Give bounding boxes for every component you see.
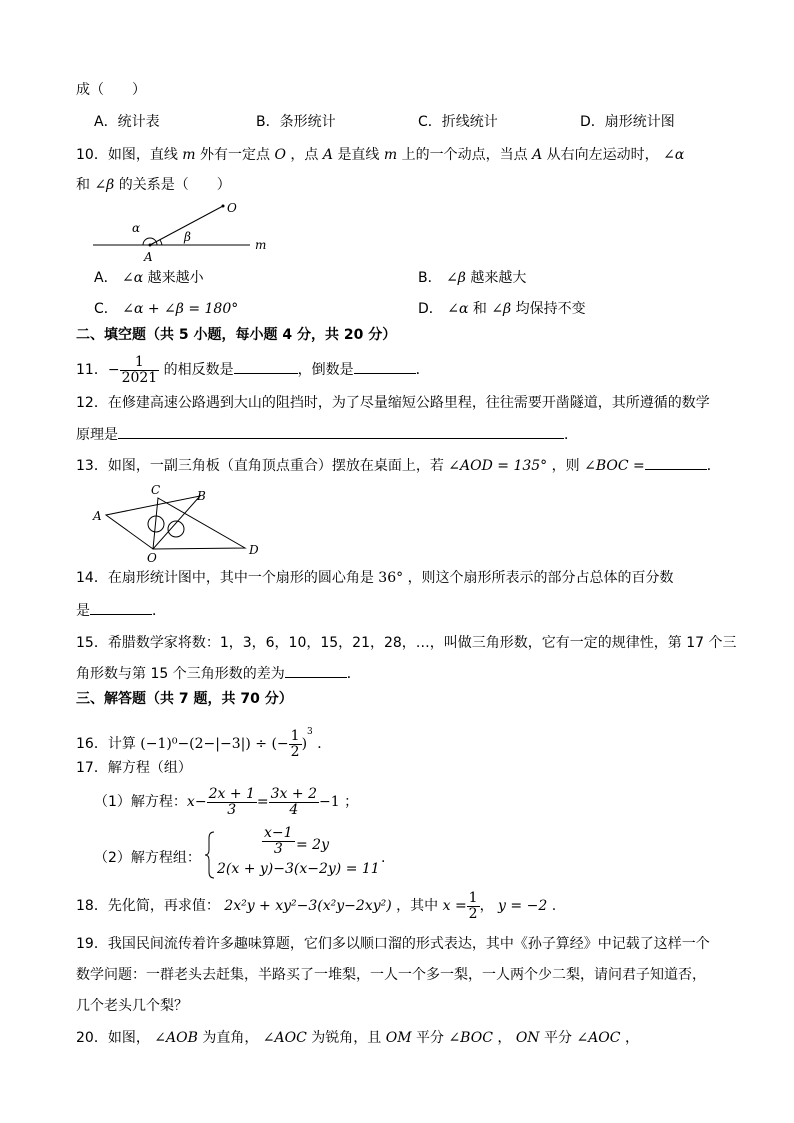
q12-line1: 12．在修建高速公路遇到大山的阻挡时，为了尽量缩短公路里程，往往需要开凿隧道，其所遵循的数学 [76, 395, 710, 411]
triangle-cod [153, 498, 245, 549]
point-o-dot [222, 205, 225, 208]
label-a: A [144, 250, 153, 264]
q15-answer-blank[interactable] [285, 663, 347, 678]
q11-answer-blank-1[interactable] [234, 359, 298, 374]
q19-line1: 19．我国民间流传着许多趣味算题，它们多以顺口溜的形式表达，其中《孙子算经》中记载了这样一个 [76, 936, 710, 952]
label-b: B [197, 489, 206, 503]
q16-line: 16．计算 (−1)⁰−(2−|−3|) ÷ (− $\frac{1}{2}$ )$^3$ ． [76, 727, 332, 760]
q15-line2: 角形数与第 15 个三角形数的差为 ． [76, 663, 361, 684]
q10-option-b: B． ∠β 越来越大 [418, 270, 527, 286]
q20-line: 20．如图， ∠AOB 为直角， ∠AOC 为锐角，且 OM 平分 ∠BOC ， ON 平分 ∠AOC ， [76, 1030, 639, 1046]
q17-system-eq1-rhs: = 2y [296, 837, 329, 853]
q17-fraction-1: $\frac{2x + 1}{3}$ [208, 785, 255, 818]
q10-line2: 和 ∠β 的关系是（ ） [76, 177, 231, 193]
triangle-aob [106, 496, 200, 549]
q9-continuation: 成（ ） [76, 82, 146, 98]
q13-line: 13．如图，一副三角板（直角顶点重合）摆放在桌面上，若 ∠AOD = 135° ，则 ∠BOC = ． [76, 455, 721, 476]
q9-option-d: D．扇形统计图 [580, 114, 675, 130]
q13-answer-blank[interactable] [645, 455, 707, 470]
q18-line: 18．先化简，再求值： 2x²y + xy²−3(x²y−2xy²) ，其中 x = $\frac{1}{2}$ ， y = −2 . [76, 889, 557, 922]
q14-answer-blank[interactable] [90, 600, 152, 615]
angle-beta-arc [160, 240, 162, 245]
system-brace [204, 830, 216, 880]
q17-fraction-2: $\frac{3x + 2}{4}$ [270, 785, 317, 818]
q12-line2: 原理是 ． [76, 424, 578, 445]
q9-option-c: C．折线统计 [418, 114, 498, 130]
q17-system-eq2: 2(x + y)−3(x−2y) = 11 [217, 861, 380, 877]
q9-option-a: A．统计表 [94, 114, 160, 130]
label-d: D [249, 543, 259, 557]
label-alpha: α [132, 221, 141, 235]
q10-option-a: A． ∠α 越来越小 [94, 270, 204, 286]
q17-part1: （1）解方程：x− $\frac{2x + 1}{3}$ = $\frac{3x + 2}{4}$ −1 ； [94, 785, 359, 818]
q10-option-c: C． ∠α + ∠β = 180° [94, 301, 239, 317]
q18-fraction: $\frac{1}{2}$ [468, 889, 478, 922]
label-beta: β [184, 230, 191, 244]
label-a: A [93, 509, 102, 523]
q14-line1: 14．在扇形统计图中，其中一个扇形的圆心角是 36° ，则这个扇形所表示的部分占总体的百分数 [76, 570, 674, 586]
q11-fraction: $\frac{1}{2021}$ [121, 353, 158, 386]
q10-figure [88, 196, 278, 266]
label-o: O [227, 201, 237, 215]
q10-line1: 10．如图，直线 m 外有一定点 O ，点 A 是直线 m 上的一个动点，当点 A 从右向左运动时， ∠α [76, 147, 685, 163]
label-o: O [147, 551, 157, 564]
section-heading-solve: 三、解答题（共 7 题，共 70 分） [76, 691, 293, 707]
label-c: C [151, 483, 161, 497]
q12-answer-blank[interactable] [118, 424, 564, 439]
q11-answer-blank-2[interactable] [354, 359, 416, 374]
section-heading-fill-in: 二、填空题（共 5 小题，每小题 4 分，共 20 分） [76, 327, 397, 343]
q10-option-d: D． ∠α 和 ∠β 均保持不变 [418, 301, 586, 317]
q11-line: 11．− $\frac{1}{2021}$ 的相反数是 ，倒数是 ． [76, 353, 430, 386]
q17-title: 17．解方程（组） [76, 760, 192, 776]
label-m: m [255, 238, 267, 252]
q19-line2: 数学问题：一群老头去赶集，半路买了一堆梨，一人一个多一梨，一人两个少二梨，请问君子知道否， [76, 967, 706, 983]
q17-system-fraction: $\frac{x-1}{3}$ [264, 825, 293, 857]
q15-line1: 15．希腊数学家将数：1，3，6，10，15，21，28，…，叫做三角形数，它有一定的规律性，第 17 个三 [76, 635, 737, 651]
q19-line3: 几个老头几个梨？ [76, 998, 188, 1014]
point-a-dot [149, 244, 152, 247]
q16-fraction: $\frac{1}{2}$ [290, 727, 300, 760]
q13-figure [88, 478, 268, 564]
q9-option-b: B．条形统计 [256, 114, 336, 130]
q14-line2: 是 ． [76, 600, 166, 621]
